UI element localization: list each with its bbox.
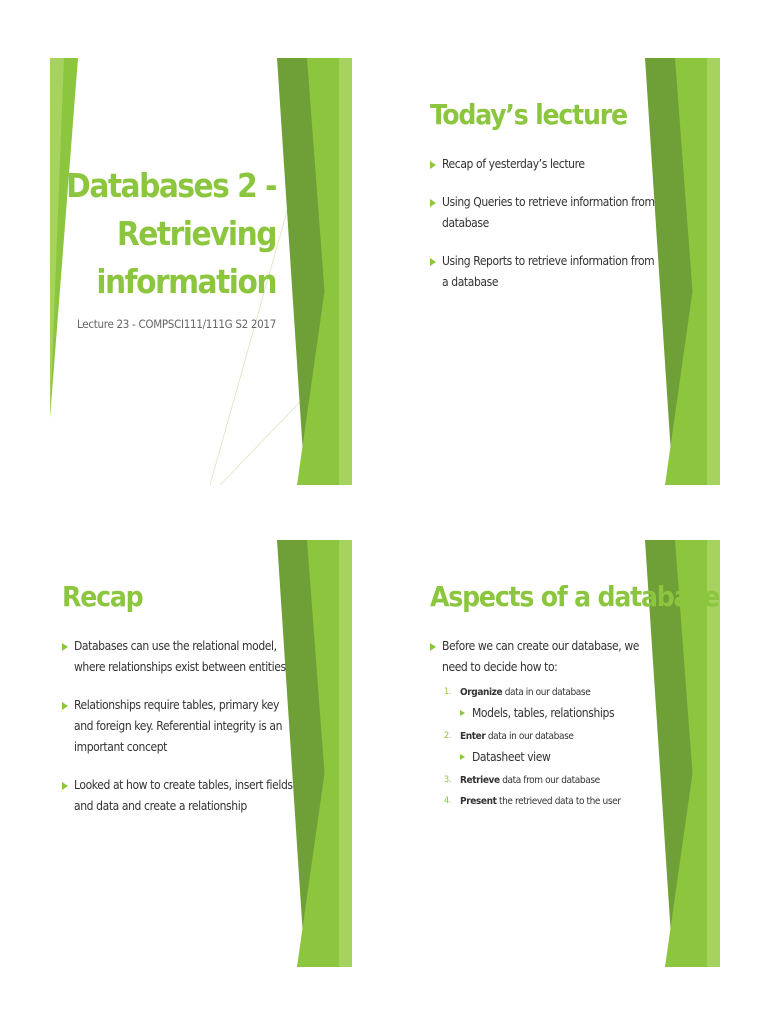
numbered-item: 4. Present the retrieved data to the user bbox=[444, 796, 621, 807]
slide-recap bbox=[50, 540, 352, 967]
bullet-arrow-icon bbox=[62, 782, 68, 790]
list-item: Relationships require tables, primary key and foreign key. Referential integrity is an important concept bbox=[62, 695, 300, 758]
green-ribbon-decoration bbox=[277, 58, 352, 485]
list-item: Looked at how to create tables, insert fields and data and create a relationship bbox=[62, 775, 300, 817]
bullet-list bbox=[430, 636, 660, 814]
slide-heading: Aspects of a database bbox=[430, 580, 720, 613]
sub-bullet-item: Models, tables, relationships bbox=[460, 703, 660, 724]
slide-title-text: Databases 2 - Retrieving information bbox=[66, 166, 276, 301]
slide-heading: Today’s lecture bbox=[430, 98, 627, 131]
bullet-arrow-icon bbox=[430, 161, 436, 169]
list-item: Recap of yesterday’s lecture bbox=[430, 154, 658, 175]
bullet-list bbox=[62, 636, 300, 834]
bullet-arrow-icon bbox=[62, 643, 68, 651]
list-item: Using Queries to retrieve information from database bbox=[430, 192, 658, 234]
bullet-arrow-icon bbox=[460, 754, 465, 760]
list-item: Databases can use the relational model, where relationships exist between entities bbox=[62, 636, 300, 678]
slide-title bbox=[50, 58, 352, 485]
numbered-item: 1. Organize data in our database Models, tables, relationships bbox=[442, 682, 660, 724]
list-item: Using Reports to retrieve information from a database bbox=[430, 251, 658, 293]
slide-heading: Recap bbox=[62, 580, 143, 613]
slide-todays-lecture bbox=[418, 58, 720, 485]
list-item: Before we can create our database, we need to decide how to: 1. Organize data in our database Models, tables, relationships 2. Enter data in our database Datasheet view 3. Retrieve data from our database 4. Present the retrieved data to the user bbox=[430, 636, 660, 812]
numbered-item: 2. Enter data in our database Datasheet view bbox=[442, 726, 660, 768]
numbered-item: 3. Retrieve data from our database bbox=[444, 775, 600, 786]
slide-aspects-of-database bbox=[418, 540, 720, 967]
bullet-list bbox=[430, 154, 658, 310]
bullet-arrow-icon bbox=[62, 702, 68, 710]
sub-bullet-item: Datasheet view bbox=[460, 747, 660, 768]
bullet-arrow-icon bbox=[430, 643, 436, 651]
slide-subtitle: Lecture 23 - COMPSCI111/111G S2 2017 bbox=[77, 317, 276, 331]
bullet-arrow-icon bbox=[430, 199, 436, 207]
numbered-list bbox=[442, 682, 660, 812]
bullet-arrow-icon bbox=[430, 258, 436, 266]
bullet-arrow-icon bbox=[460, 710, 465, 716]
